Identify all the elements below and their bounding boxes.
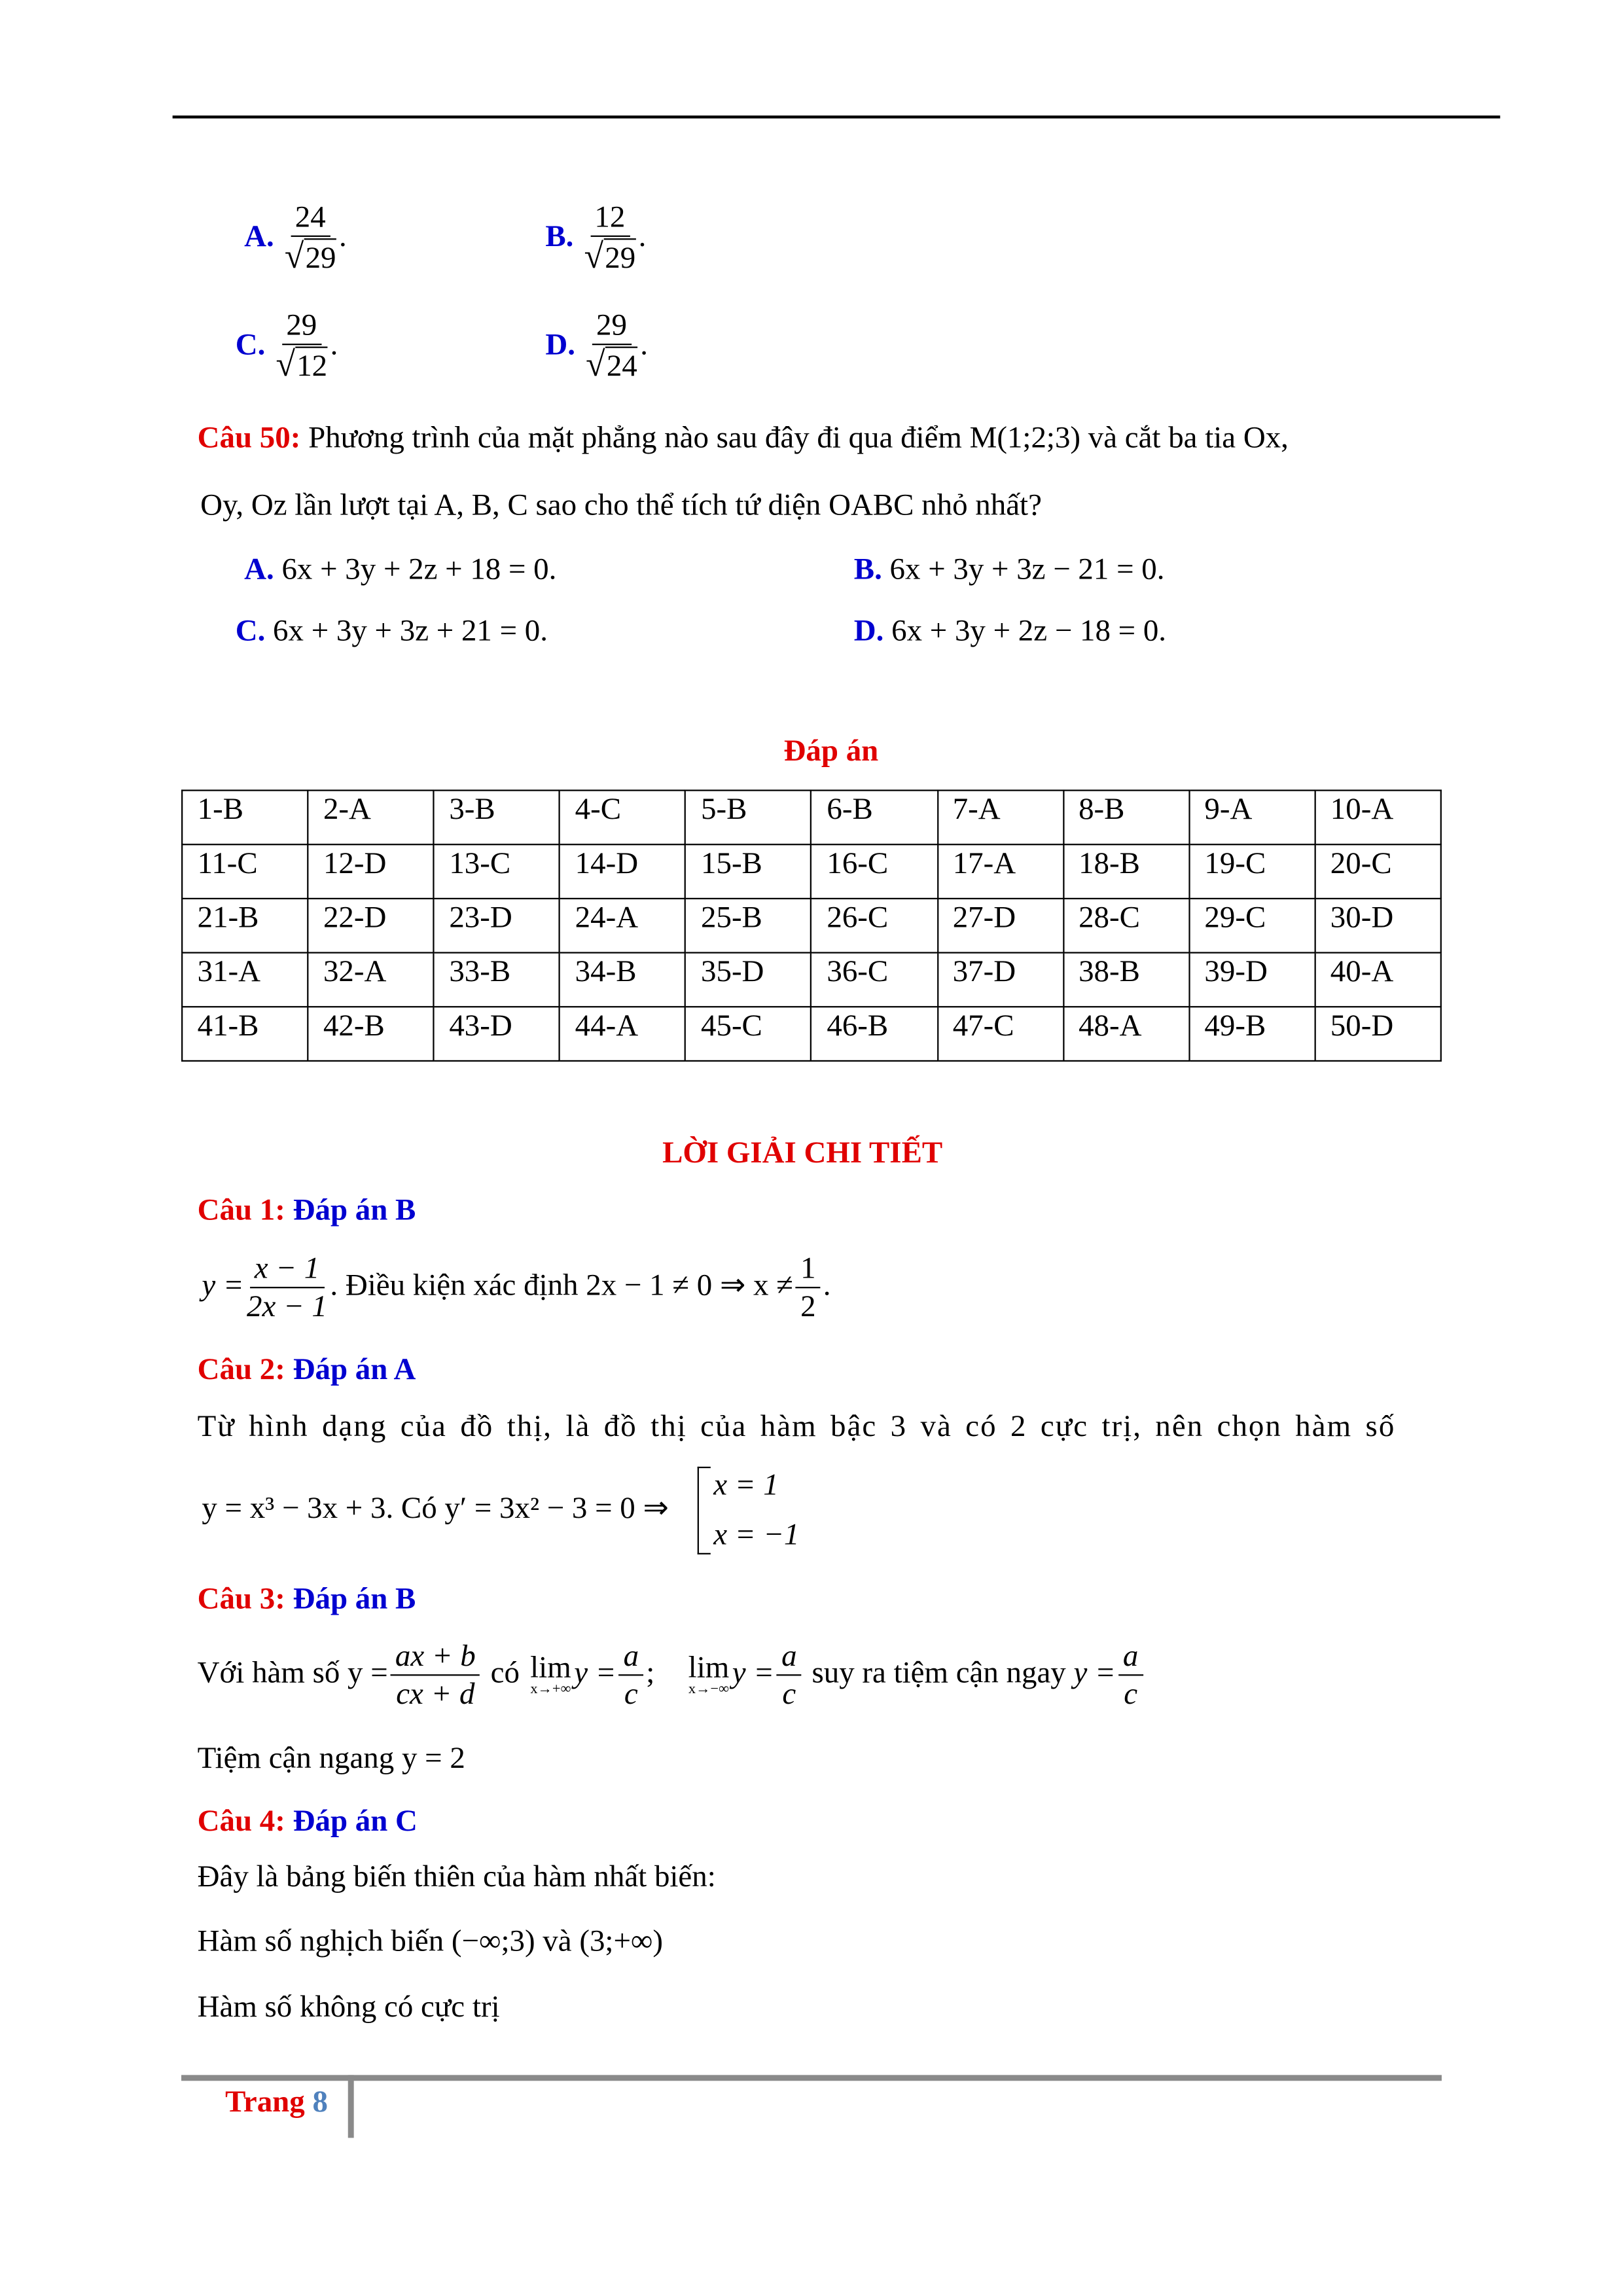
question-50-line2: Oy, Oz lần lượt tại A, B, C sao cho thể tích tứ diện OABC nhỏ nhất? <box>200 486 1042 522</box>
case-1: x = 1 <box>713 1466 779 1502</box>
answer-cell: 27-D <box>937 899 1063 953</box>
table-row <box>182 791 1441 845</box>
footer-divider <box>348 2075 354 2138</box>
answer-cell: 46-B <box>812 1007 937 1061</box>
solution-1-body: y = $\frac{x - 1}{2x - 1}$ . Điều kiện xác định 2x − 1 ≠ 0 ⇒ x ≠ $\frac{1}{2}$ . <box>202 1250 831 1324</box>
page-number: Trang 8 <box>225 2083 328 2119</box>
option-a: A. 24 √ 29 . <box>244 199 347 279</box>
answer-cell: 12-D <box>308 844 434 899</box>
answer-cell: 2-A <box>308 791 434 845</box>
header-rule <box>173 116 1501 118</box>
answer-cell: 37-D <box>937 953 1063 1007</box>
footer-rule <box>181 2075 1442 2081</box>
answer-cell: 42-B <box>308 1007 434 1061</box>
table-row <box>182 953 1441 1007</box>
answer-cell: 10-A <box>1315 791 1440 845</box>
answer-cell: 14-D <box>560 844 685 899</box>
answer-cell: 3-B <box>434 791 560 845</box>
answer-cell: 24-A <box>560 899 685 953</box>
q50-option-a: A. 6x + 3y + 2z + 18 = 0. <box>244 551 557 586</box>
question-50: Câu 50: Phương trình của mặt phẳng nào sau đây đi qua điểm M(1;2;3) và cắt ba tia Ox, <box>197 420 1289 455</box>
answer-cell: 17-A <box>937 844 1063 899</box>
bracket <box>698 1467 711 1554</box>
answer-cell: 35-D <box>686 953 812 1007</box>
answer-cell: 45-C <box>686 1007 812 1061</box>
solutions-title: LỜI GIẢI CHI TIẾT <box>662 1134 943 1170</box>
answer-cell: 44-A <box>560 1007 685 1061</box>
answer-table <box>181 789 1442 1062</box>
answer-cell: 31-A <box>182 953 308 1007</box>
q50-option-c: C. 6x + 3y + 3z + 21 = 0. <box>235 613 548 648</box>
answer-cell: 49-B <box>1189 1007 1315 1061</box>
answer-cell: 15-B <box>686 844 812 899</box>
answer-cell: 29-C <box>1189 899 1315 953</box>
answer-cell: 47-C <box>937 1007 1063 1061</box>
answer-cell: 8-B <box>1063 791 1189 845</box>
solution-4-heading: Câu 4: Đáp án C <box>197 1803 418 1839</box>
solution-2-text: Từ hình dạng của đồ thị, là đồ thị của hàm bậc 3 và có 2 cực trị, nên chọn hàm số <box>197 1408 1396 1444</box>
answer-cell: 22-D <box>308 899 434 953</box>
q50-option-b: B. 6x + 3y + 3z − 21 = 0. <box>853 551 1165 586</box>
answer-cell: 48-A <box>1063 1007 1189 1061</box>
answer-cell: 16-C <box>812 844 937 899</box>
solution-4-line: Hàm số nghịch biến (−∞;3) và (3;+∞) <box>197 1922 664 1958</box>
answer-cell: 25-B <box>686 899 812 953</box>
answer-cell: 21-B <box>182 899 308 953</box>
solution-4-line: Đây là bảng biến thiên của hàm nhất biến: <box>197 1858 716 1894</box>
answer-cell: 39-D <box>1189 953 1315 1007</box>
answer-cell: 20-C <box>1315 844 1440 899</box>
case-2: x = −1 <box>713 1516 800 1552</box>
answer-cell: 11-C <box>182 844 308 899</box>
answer-cell: 33-B <box>434 953 560 1007</box>
option-b: B. 12 √ 29 . <box>545 199 646 279</box>
answer-cell: 38-B <box>1063 953 1189 1007</box>
answer-cell: 41-B <box>182 1007 308 1061</box>
answer-cell: 26-C <box>812 899 937 953</box>
option-c: C. 29 √ 12 . <box>236 307 338 387</box>
answer-cell: 19-C <box>1189 844 1315 899</box>
solution-2-formula: y = x³ − 3x + 3. Có y′ = 3x² − 3 = 0 ⇒ <box>202 1490 669 1526</box>
answer-cell: 50-D <box>1315 1007 1440 1061</box>
answer-cell: 40-A <box>1315 953 1440 1007</box>
solution-2-heading: Câu 2: Đáp án A <box>197 1351 416 1387</box>
solution-1-heading: Câu 1: Đáp án B <box>197 1191 416 1227</box>
answer-cell: 18-B <box>1063 844 1189 899</box>
answer-cell: 9-A <box>1189 791 1315 845</box>
answer-cell: 13-C <box>434 844 560 899</box>
answer-cell: 34-B <box>560 953 685 1007</box>
solution-3-heading: Câu 3: Đáp án B <box>197 1581 416 1616</box>
answer-cell: 23-D <box>434 899 560 953</box>
answer-cell: 7-A <box>937 791 1063 845</box>
answer-cell: 1-B <box>182 791 308 845</box>
answers-title: Đáp án <box>783 732 879 768</box>
solution-3-body: Với hàm số y = $\frac{ax + b}{cx + d}$ có lim x→+∞ y = $\frac{a}{c}$ ; lim x→−∞ y = $\frac{a}{c}$ suy ra tiệm cận ngay y = $\frac{a}{c}$ <box>198 1638 1146 1713</box>
answer-cell: 43-D <box>434 1007 560 1061</box>
solution-4-line: Hàm số không có cực trị <box>197 1988 500 2024</box>
answer-cell: 4-C <box>560 791 685 845</box>
table-row <box>182 844 1441 899</box>
table-row <box>182 1007 1441 1061</box>
answer-cell: 5-B <box>686 791 812 845</box>
answer-cell: 36-C <box>812 953 937 1007</box>
option-d: D. 29 √ 24 . <box>545 307 648 387</box>
table-row <box>182 899 1441 953</box>
answer-cell: 32-A <box>308 953 434 1007</box>
answer-cell: 6-B <box>812 791 937 845</box>
q50-option-d: D. 6x + 3y + 2z − 18 = 0. <box>853 613 1167 648</box>
solution-3-asymptote: Tiệm cận ngang y = 2 <box>197 1740 465 1776</box>
answer-cell: 30-D <box>1315 899 1440 953</box>
answer-cell: 28-C <box>1063 899 1189 953</box>
